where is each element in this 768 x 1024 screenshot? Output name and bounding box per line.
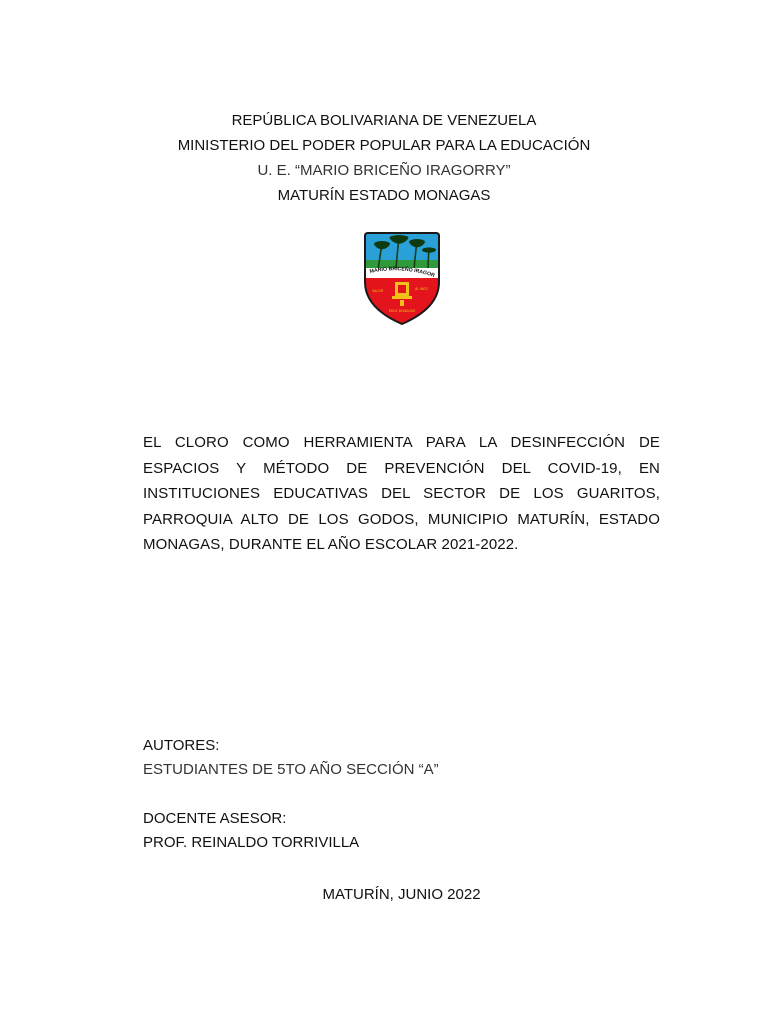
crest-right-text: AL INEZ <box>415 287 428 291</box>
authors-value: ESTUDIANTES DE 5TO AÑO SECCIÓN “A” <box>143 761 439 778</box>
advisor-label: DOCENTE ASESOR: <box>143 810 287 827</box>
crest-bottom-text: EDUC MONAGAS <box>388 309 416 313</box>
place-date: MATURÍN, JUNIO 2022 <box>322 886 481 903</box>
ministry-line: MINISTERIO DEL PODER POPULAR PARA LA EDUCACIÓN <box>177 137 591 154</box>
institution-header <box>0 108 768 208</box>
advisor-value: PROF. REINALDO TORRIVILLA <box>143 834 360 851</box>
school-crest-logo <box>362 230 442 326</box>
crest-left-text: VALOR <box>372 289 384 293</box>
school-line: U. E. “MARIO BRICEÑO IRAGORRY” <box>257 162 511 179</box>
authors-label: AUTORES: <box>143 737 220 754</box>
crest-banner-text: MARIO BRICEÑO IRAGOR <box>369 266 436 279</box>
republic-line: REPÚBLICA BOLIVARIANA DE VENEZUELA <box>231 112 537 129</box>
authors-block <box>143 734 439 855</box>
location-line: MATURÍN ESTADO MONAGAS <box>277 187 491 204</box>
document-title: EL CLORO COMO HERRAMIENTA PARA LA DESINFECCIÓN DE ESPACIOS Y MÉTODO DE PREVENCIÓN DEL COVID-19, EN INSTITUCIONES EDUCATIVAS DEL SECTOR DE LOS GUARITOS, PARROQUIA ALTO DE LOS GODOS, MUNICIPIO MATURÍN, ESTADO MONAGAS, DURANTE EL AÑO ESCOLAR 2021-2022. <box>143 434 660 553</box>
